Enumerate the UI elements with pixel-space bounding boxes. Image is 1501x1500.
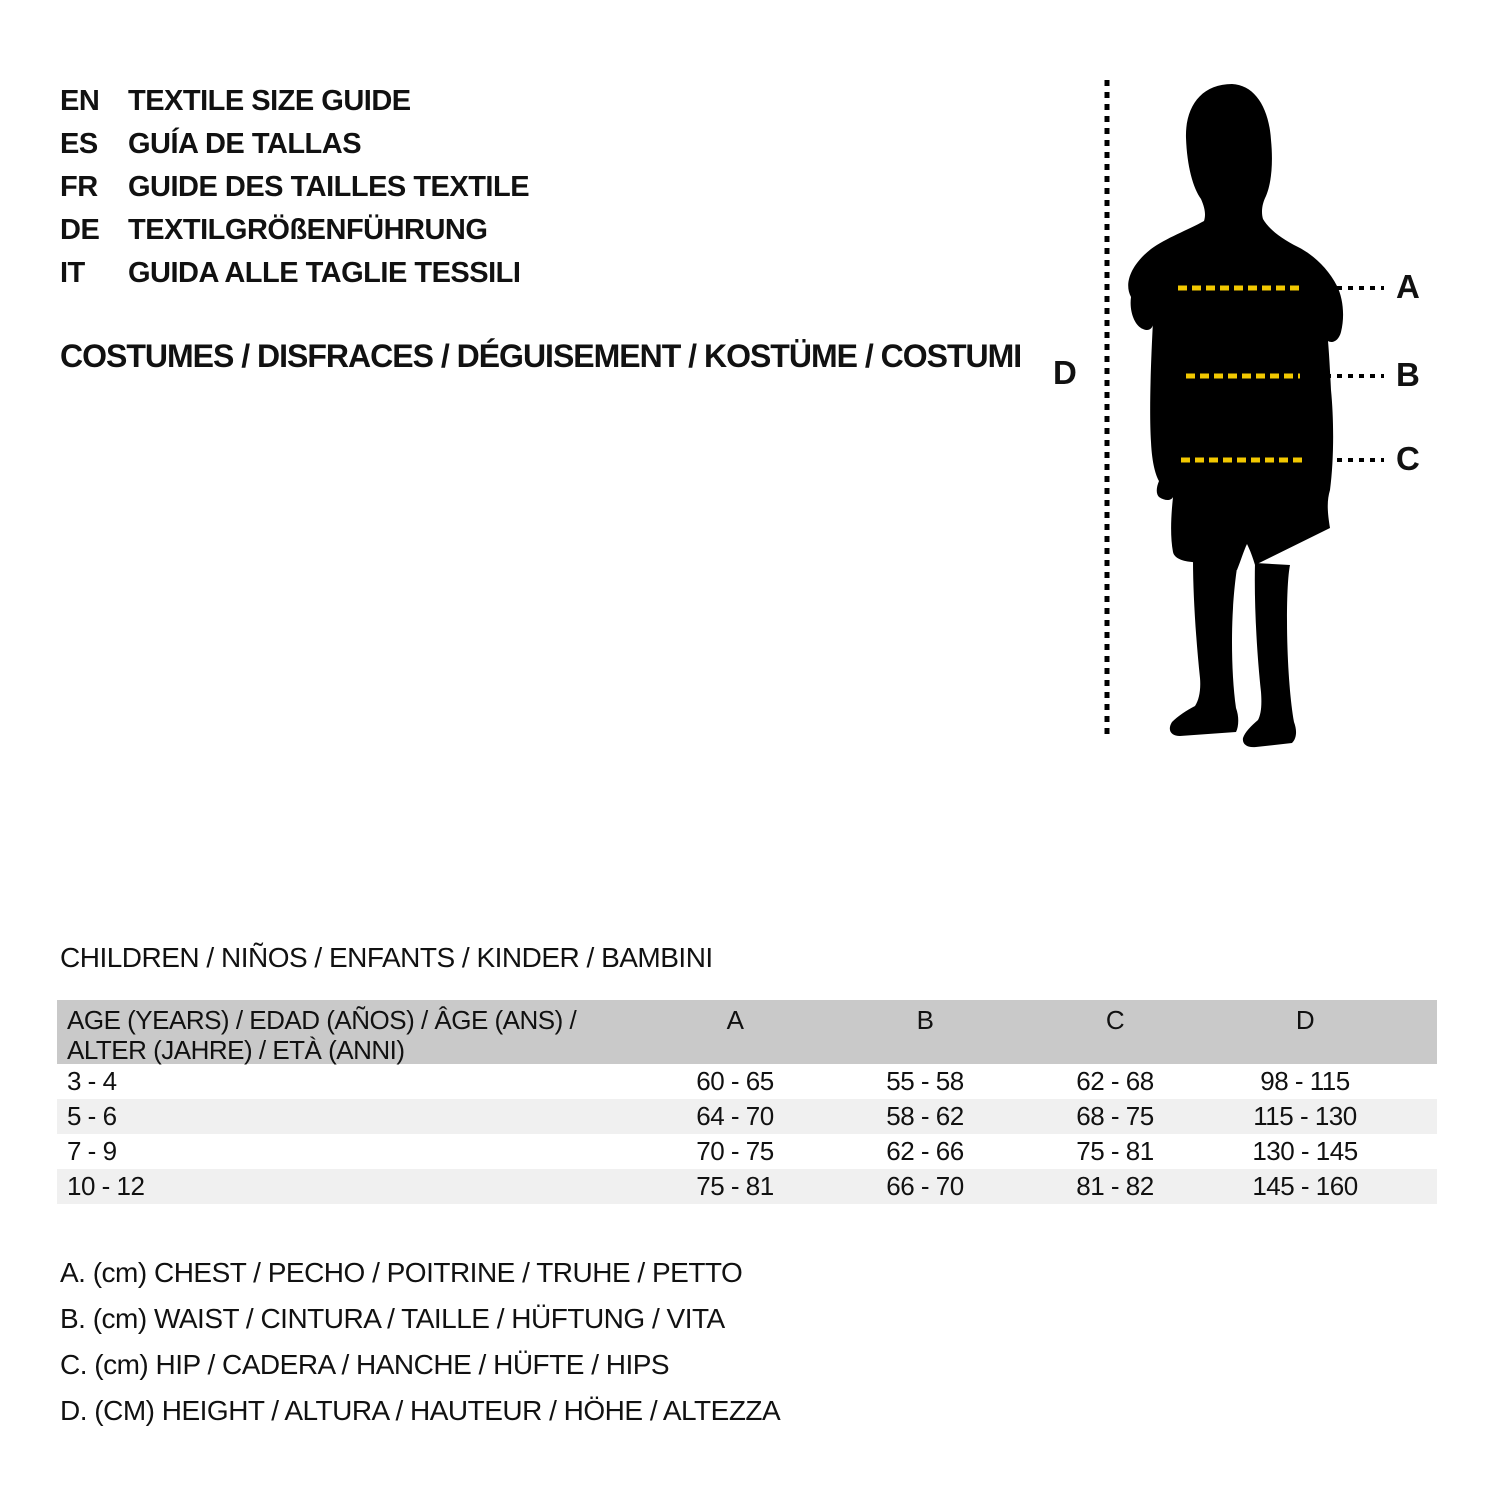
measure-label-d: D <box>1053 354 1077 391</box>
language-row-it <box>60 252 529 295</box>
column-header-b: B <box>916 1005 934 1035</box>
value-cell-b: 62 - 66 <box>886 1136 964 1166</box>
measurement-figure <box>1040 60 1460 760</box>
value-cell-a: 60 - 65 <box>696 1066 774 1096</box>
age-cell: 7 - 9 <box>67 1136 117 1166</box>
language-row-es <box>60 123 529 166</box>
value-cell-c: 75 - 81 <box>1076 1136 1154 1166</box>
measurement-legend <box>60 1250 780 1434</box>
value-cell-a: 75 - 81 <box>696 1171 774 1201</box>
age-cell: 10 - 12 <box>67 1171 145 1201</box>
column-header-d: D <box>1295 1005 1315 1035</box>
value-cell-c: 68 - 75 <box>1076 1101 1154 1131</box>
value-cell-b: 55 - 58 <box>886 1066 964 1096</box>
category-title: COSTUMES / DISFRACES / DÉGUISEMENT / KOSTÜME / COSTUMI <box>60 338 1022 374</box>
column-header-a: A <box>726 1005 744 1035</box>
child-silhouette <box>1128 84 1343 747</box>
value-cell-c: 62 - 68 <box>1076 1066 1154 1096</box>
age-header-line1: AGE (YEARS) / EDAD (AÑOS) / ÂGE (ANS) / <box>67 1005 577 1035</box>
age-header-line2: ALTER (JAHRE) / ETÀ (ANNI) <box>67 1035 405 1065</box>
language-list <box>60 80 529 295</box>
language-code: IT <box>60 257 85 289</box>
language-row-fr <box>60 166 529 209</box>
language-title: GUIDA ALLE TAGLIE TESSILI <box>128 257 521 289</box>
age-cell: 5 - 6 <box>67 1101 117 1131</box>
language-title: GUÍA DE TALLAS <box>128 128 362 160</box>
table-row <box>57 1169 1437 1204</box>
language-code: EN <box>60 85 100 117</box>
column-header-c: C <box>1105 1005 1125 1035</box>
legend-height: D. (CM) HEIGHT / ALTURA / HAUTEUR / HÖHE / ALTEZZA <box>60 1395 781 1426</box>
children-size-table <box>57 1000 1437 1204</box>
language-code: DE <box>60 214 100 246</box>
language-title: GUIDE DES TAILLES TEXTILE <box>128 171 530 203</box>
language-row-de <box>60 209 529 252</box>
language-title: TEXTILE SIZE GUIDE <box>128 85 411 117</box>
language-title: TEXTILGRÖßENFÜHRUNG <box>128 214 488 246</box>
measure-label-c: C <box>1396 440 1420 477</box>
value-cell-a: 64 - 70 <box>696 1101 774 1131</box>
age-cell: 3 - 4 <box>67 1066 117 1096</box>
language-row-en <box>60 80 529 123</box>
value-cell-d: 115 - 130 <box>1253 1101 1357 1131</box>
value-cell-c: 81 - 82 <box>1076 1171 1154 1201</box>
table-section-title: CHILDREN / NIÑOS / ENFANTS / KINDER / BAMBINI <box>60 942 713 973</box>
legend-chest: A. (cm) CHEST / PECHO / POITRINE / TRUHE / PETTO <box>60 1257 743 1288</box>
measure-label-a: A <box>1396 268 1420 305</box>
age-column-header <box>57 1005 640 1065</box>
table-row <box>57 1099 1437 1134</box>
value-cell-a: 70 - 75 <box>696 1136 774 1166</box>
value-cell-d: 98 - 115 <box>1260 1066 1350 1096</box>
table-row <box>57 1064 1437 1099</box>
language-code: ES <box>60 128 98 160</box>
value-cell-d: 145 - 160 <box>1252 1171 1358 1201</box>
legend-waist: B. (cm) WAIST / CINTURA / TAILLE / HÜFTUNG / VITA <box>60 1303 725 1334</box>
legend-hip: C. (cm) HIP / CADERA / HANCHE / HÜFTE / HIPS <box>60 1349 670 1380</box>
value-cell-b: 66 - 70 <box>886 1171 964 1201</box>
table-header-row <box>57 1000 1437 1064</box>
language-code: FR <box>60 171 98 203</box>
value-cell-b: 58 - 62 <box>886 1101 964 1131</box>
measure-label-b: B <box>1396 356 1420 393</box>
table-row <box>57 1134 1437 1169</box>
value-cell-d: 130 - 145 <box>1252 1136 1358 1166</box>
